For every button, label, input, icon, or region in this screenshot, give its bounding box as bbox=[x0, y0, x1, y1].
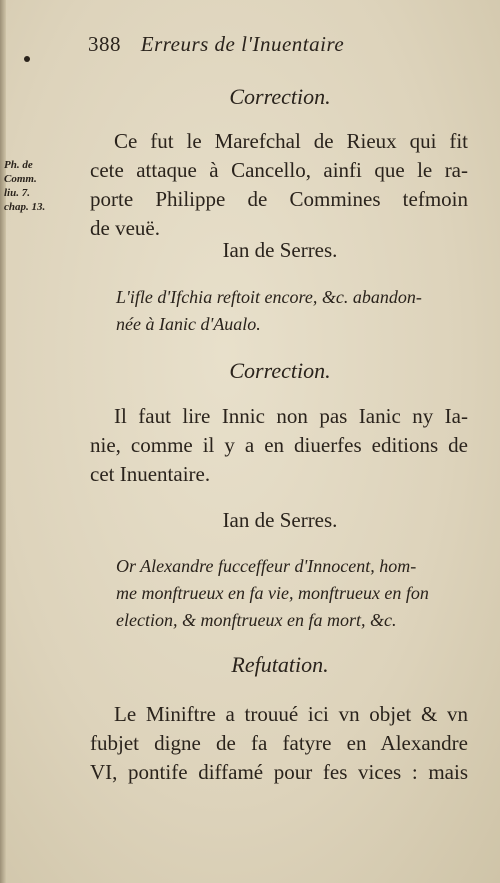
margin-note-line: liu. 7. bbox=[4, 187, 30, 199]
text-line: cet Inuentaire. bbox=[90, 462, 211, 486]
quote-line: election, & monftrueux en fa mort, &c. bbox=[116, 610, 397, 630]
author-heading-1: Ian de Serres. bbox=[222, 238, 338, 262]
text-line: de veuë. bbox=[90, 216, 160, 240]
margin-note-line: Ph. de bbox=[4, 159, 33, 171]
text-line: fubjet digne de fa fatyre en Alexandre bbox=[90, 731, 468, 755]
text-line: nie, comme il y a en diuerfes editions de bbox=[90, 433, 468, 457]
quote-1 bbox=[116, 284, 468, 338]
running-title: Erreurs de l'Inuentaire bbox=[140, 32, 345, 56]
quote-line: Or Alexandre fucceffeur d'Innocent, hom- bbox=[116, 556, 417, 576]
text-line: cete attaque à Cancello, ainfi que le ra- bbox=[90, 158, 468, 182]
section-heading-refutation: Refutation. bbox=[231, 652, 329, 677]
text-line: VI, pontife diffamé pour fes vices : mais bbox=[90, 760, 468, 784]
margin-note-line: chap. 13. bbox=[4, 201, 46, 213]
paragraph-refutation bbox=[90, 700, 468, 787]
margin-note bbox=[4, 158, 80, 214]
margin-dot bbox=[24, 56, 30, 62]
quote-line: L'ifle d'Ifchia reftoit encore, &c. abandon- bbox=[116, 287, 422, 307]
text-line: Ce fut le Marefchal de Rieux qui fit bbox=[114, 129, 468, 153]
margin-note-line: Comm. bbox=[4, 173, 37, 185]
quote-line: me monftrueux en fa vie, monftrueux en fon bbox=[116, 583, 429, 603]
running-header bbox=[88, 32, 448, 57]
author-heading-2: Ian de Serres. bbox=[222, 508, 338, 532]
text-line: Il faut lire Innic non pas Ianic ny Ia- bbox=[114, 404, 468, 428]
text-line: porte Philippe de Commines tefmoin bbox=[90, 187, 468, 211]
quote-2 bbox=[116, 553, 468, 634]
paragraph-correction-2 bbox=[90, 402, 468, 489]
section-heading-correction-1: Correction. bbox=[229, 84, 331, 109]
section-heading-correction-2: Correction. bbox=[229, 358, 331, 383]
quote-line: née à Ianic d'Aualo. bbox=[116, 314, 261, 334]
paragraph-correction-1 bbox=[90, 127, 468, 243]
page-spine-shadow bbox=[0, 0, 6, 883]
text-line: Le Miniftre a trouué ici vn objet & vn bbox=[114, 702, 468, 726]
page-number: 388 bbox=[88, 32, 121, 56]
